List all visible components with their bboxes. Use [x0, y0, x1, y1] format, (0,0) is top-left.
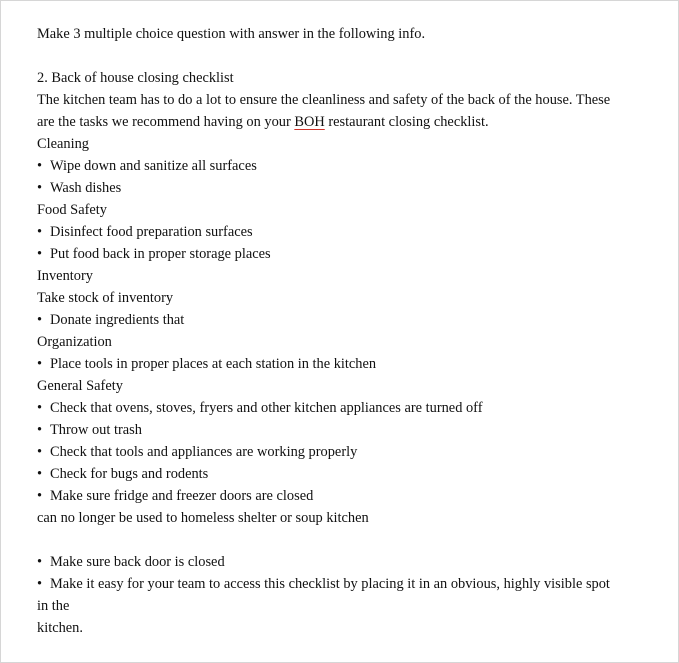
list-item-text: Wash dishes	[50, 180, 122, 196]
wrap-text-1: in the	[37, 598, 70, 614]
list-item	[37, 353, 376, 375]
list-item-text: Check for bugs and rodents	[50, 466, 209, 482]
list-item-text: Throw out trash	[50, 422, 142, 438]
list-item	[37, 309, 184, 331]
prompt-text: Make 3 multiple choice question with answer in the following info.	[37, 26, 426, 42]
list-item-text: Put food back in proper storage places	[50, 246, 271, 262]
bullet-icon: •	[37, 158, 43, 174]
bullet-icon: •	[37, 400, 43, 416]
bullet-icon: •	[37, 554, 43, 570]
bullet-icon: •	[37, 180, 43, 196]
list-item-text: Make it easy for your team to access this checklist by placing it in an obvious, highly visible spot	[50, 576, 610, 592]
wrap-text-2: kitchen.	[37, 620, 83, 636]
general-safety-heading: General Safety	[37, 378, 123, 394]
bullet-icon: •	[37, 422, 43, 438]
list-item-text: Make sure back door is closed	[50, 554, 225, 570]
intro-line-2-start: are the tasks we recommend having on your	[37, 114, 295, 130]
bullet-icon: •	[37, 444, 43, 460]
list-item	[37, 397, 483, 419]
intro-line-2-end: restaurant closing checklist.	[324, 114, 489, 130]
section-title: 2. Back of house closing checklist	[37, 70, 234, 86]
bullet-icon: •	[37, 488, 43, 504]
inventory-text: Take stock of inventory	[37, 290, 174, 306]
bullet-icon: •	[37, 576, 43, 592]
list-item	[37, 485, 313, 507]
inventory-heading: Inventory	[37, 268, 93, 284]
food-safety-heading: Food Safety	[37, 202, 107, 218]
cleaning-heading: Cleaning	[37, 136, 89, 152]
list-item	[37, 441, 357, 463]
list-item	[37, 221, 253, 243]
list-item	[37, 155, 257, 177]
organization-heading: Organization	[37, 334, 112, 350]
bullet-icon: •	[37, 356, 43, 372]
list-item	[37, 243, 271, 265]
list-item	[37, 419, 142, 441]
bullet-icon: •	[37, 312, 43, 328]
continuation-text: can no longer be used to homeless shelter or soup kitchen	[37, 510, 369, 526]
bullet-icon: •	[37, 246, 43, 262]
list-item-text: Make sure fridge and freezer doors are closed	[50, 488, 314, 504]
intro-line-2	[37, 111, 489, 133]
bullet-icon: •	[37, 466, 43, 482]
list-item-text: Check that ovens, stoves, fryers and other kitchen appliances are turned off	[50, 400, 483, 416]
list-item-text: Place tools in proper places at each station in the kitchen	[50, 356, 377, 372]
intro-line-1: The kitchen team has to do a lot to ensure the cleanliness and safety of the back of the house. These	[37, 92, 611, 108]
list-item	[37, 573, 610, 595]
list-item-text: Disinfect food preparation surfaces	[50, 224, 253, 240]
list-item	[37, 551, 225, 573]
boh-spellcheck-word[interactable]: BOH	[294, 114, 325, 130]
list-item-text: Check that tools and appliances are working properly	[50, 444, 358, 460]
list-item-text: Wipe down and sanitize all surfaces	[50, 158, 257, 174]
bullet-icon: •	[37, 224, 43, 240]
list-item-text: Donate ingredients that	[50, 312, 185, 328]
list-item	[37, 177, 121, 199]
list-item	[37, 463, 208, 485]
